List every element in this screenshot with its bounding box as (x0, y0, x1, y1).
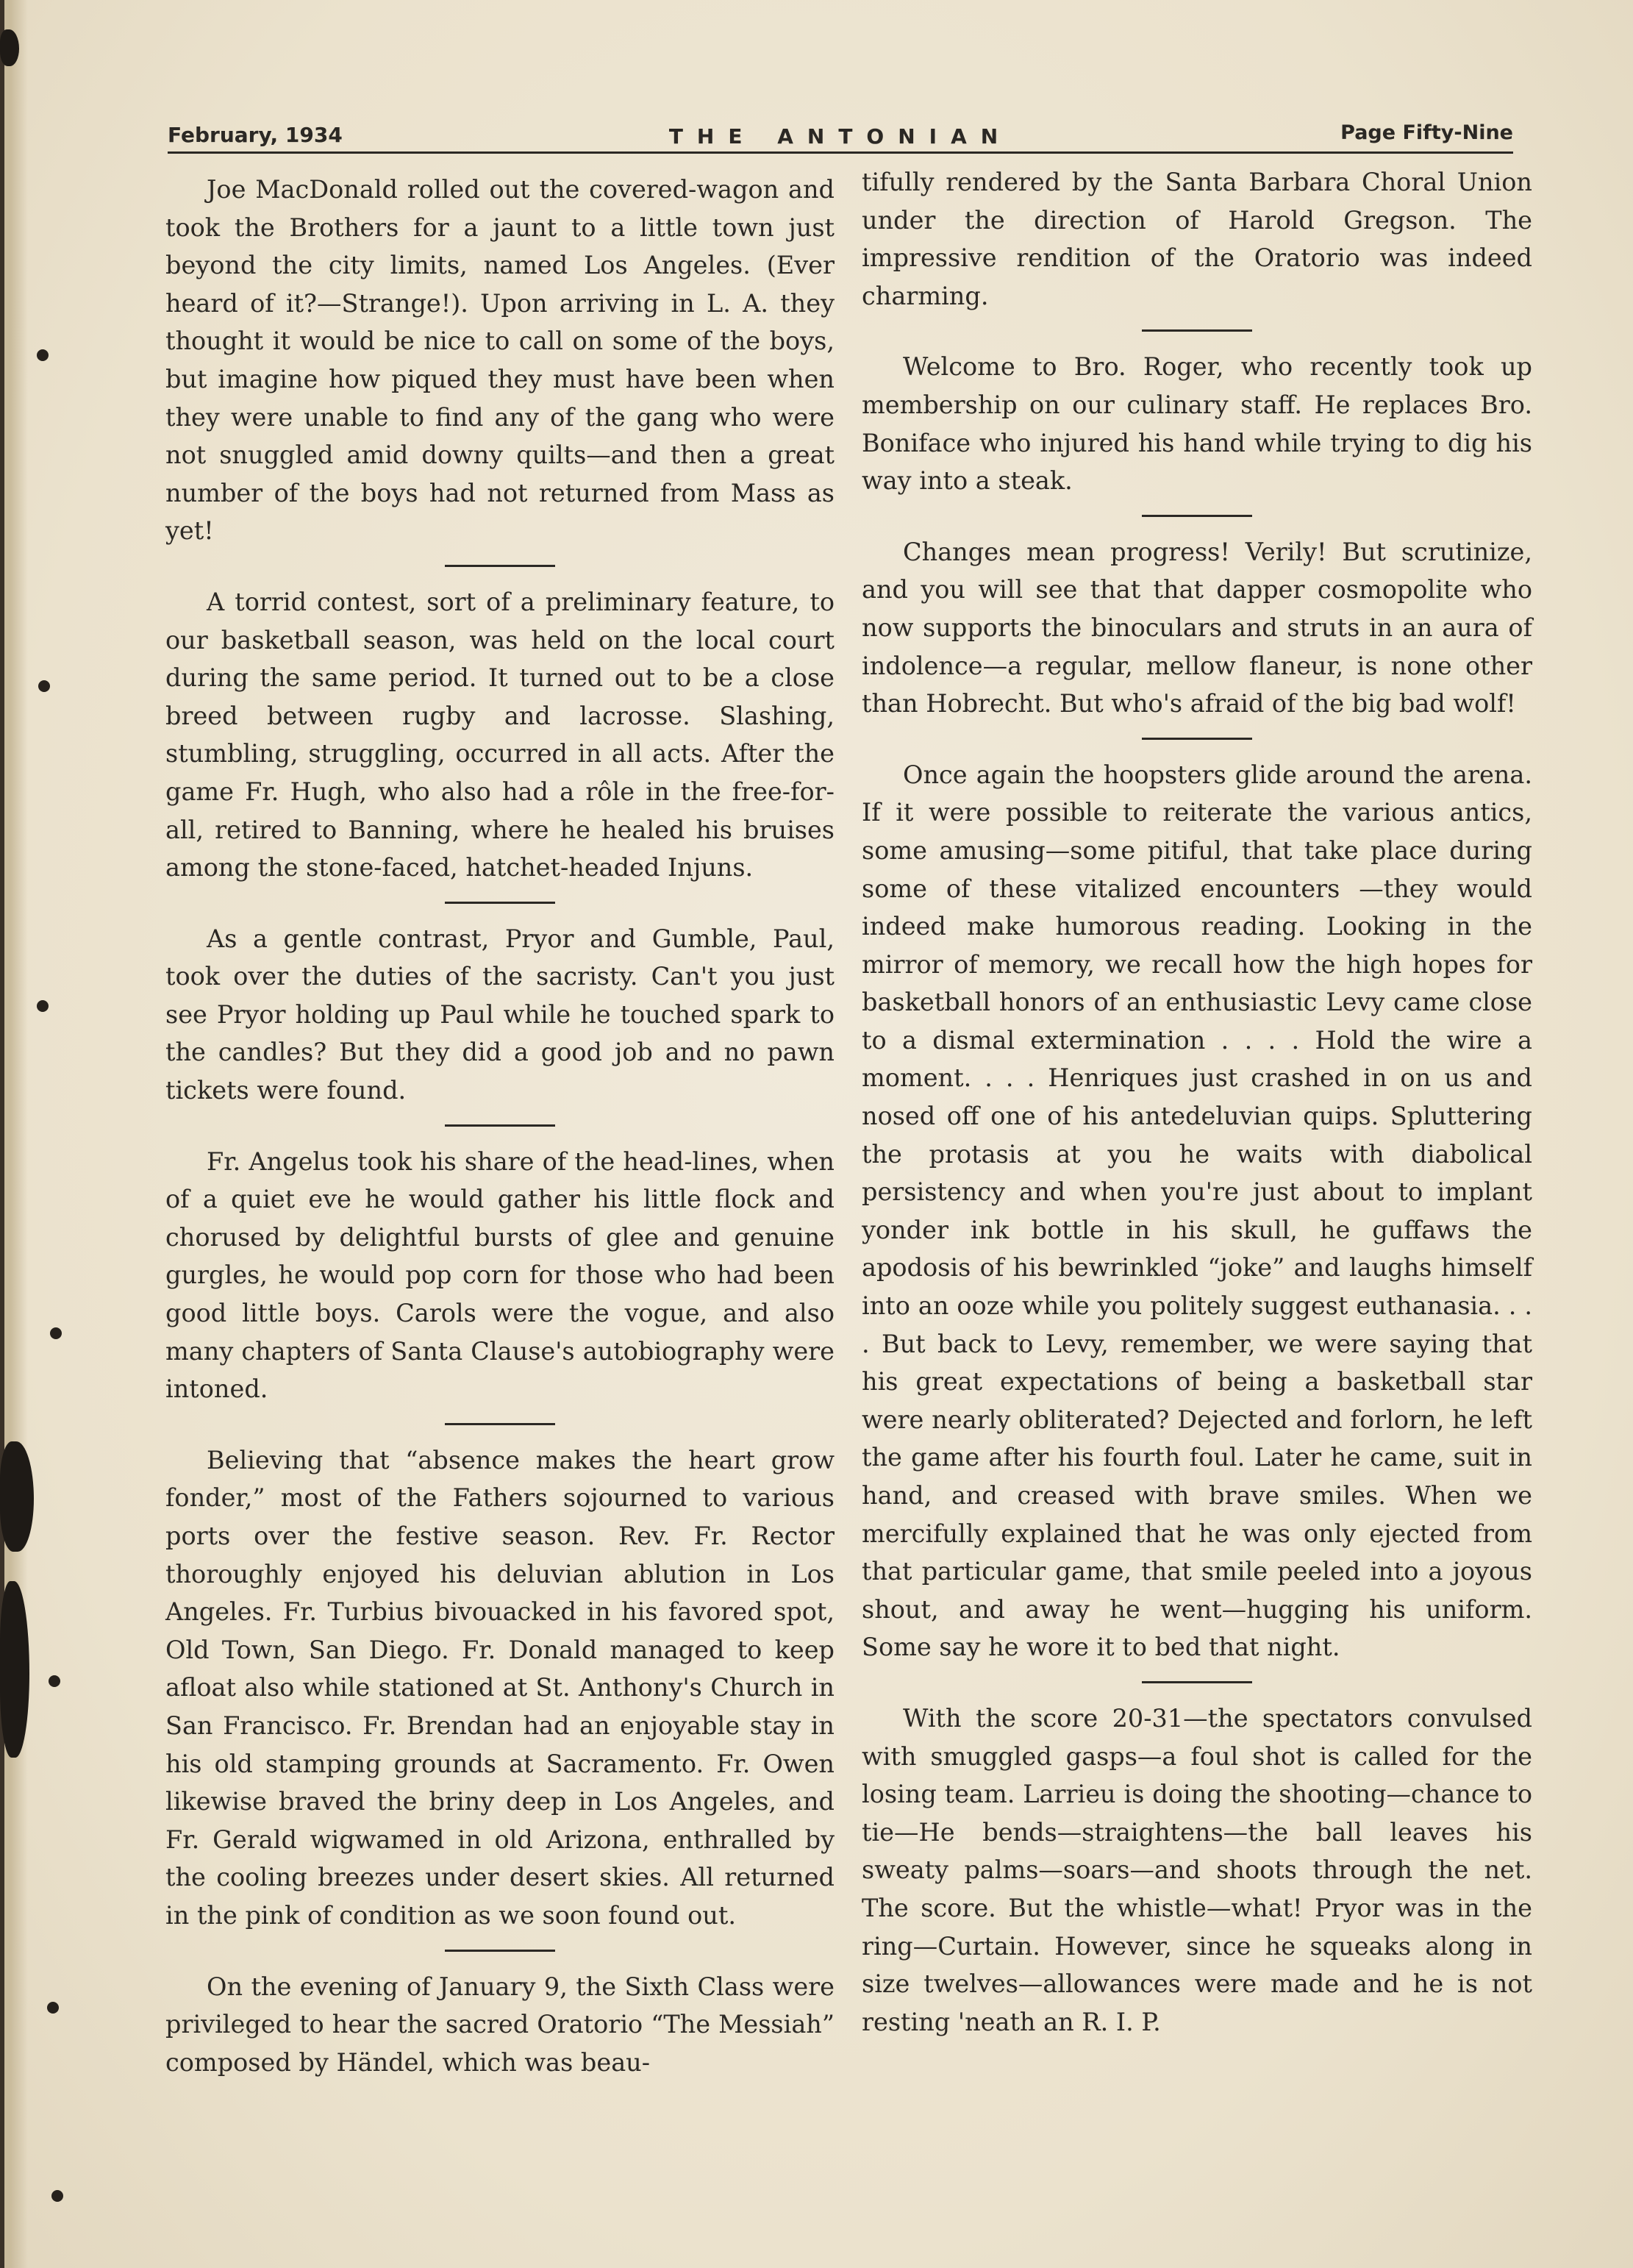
paragraph-continued: tifully rendered by the Santa Barbara Choral Union under the direction of Harold Gregson. The impressive rendition of the Oratorio was indeed charming. (862, 168, 1532, 310)
binding-hole (37, 1000, 49, 1012)
page-number: Page Fifty-Nine (1340, 121, 1513, 144)
paragraph: Believing that “absence makes the heart grow fonder,” most of the Fathers sojourned to various ports over the festive season. Rev. Fr. Rector thoroughly enjoyed his deluvian ablution in Los Angeles. Fr. Turbius bivouacked in his favored spot, Old Town, San Diego. Fr. Donald managed to keep afloat also while stationed at St. Anthony's Church in San Francisco. Fr. Brendan had an enjoyable stay in his old stamping grounds at Sacramento. Fr. Owen likewise braved the briny deep in Los Angeles, and Fr. Gerald wigwamed in old Arizona, enthralled by the cooling breezes under desert skies. All returned in the pink of condition as we soon found out. (165, 1445, 835, 1930)
section-divider (445, 1950, 555, 1952)
paragraph: With the score 20-31—the spectators convulsed with smuggled gasps—a foul shot is called for the losing team. Larrieu is doing the shooting—chance to tie—He bends—straightens—the ball leaves his sweaty palms—soars—and shoots through the net. The score. But the whistle—what! Pryor was in the ring—Curtain. However, since he squeaks along in size twelves—allowances were made and he is not resting 'neath an R. I. P. (862, 1703, 1532, 2036)
section-divider (445, 1124, 555, 1127)
binding-hole (51, 2190, 63, 2202)
right-column (862, 163, 1532, 2041)
binding-hole (47, 2002, 59, 2014)
issue-date: February, 1934 (168, 123, 343, 147)
paragraph: Fr. Angelus took his share of the head-lines, when of a quiet eve he would gather his little flock and chorused by delightful bursts of glee and genuine gurgles, he would pop corn for those who had been good little boys. Carols were the vogue, and also many chapters of Santa Clause's autobiography were intoned. (165, 1147, 835, 1404)
section-divider (1142, 1681, 1252, 1683)
burn-mark (0, 29, 19, 66)
section-divider (1142, 515, 1252, 517)
section-divider (445, 565, 555, 567)
paragraph: A torrid contest, sort of a preliminary feature, to our basketball season, was held on the local court during the same period. It turned out to be a close breed between rugby and lacrosse. Slashing, stumbling, struggling, occurred in all acts. After the game Fr. Hugh, who also had a rôle in the free-for-all, retired to Banning, where he healed his bruises among the stone-faced, hatchet-headed Injuns. (165, 587, 835, 882)
paragraph: On the evening of January 9, the Sixth Class were privileged to hear the sacred Oratorio “The Messiah” composed by Händel, which was beau- (165, 1972, 835, 2077)
section-divider (1142, 738, 1252, 740)
section-divider (445, 902, 555, 904)
binding-hole (50, 1327, 62, 1339)
binding-hole (38, 680, 50, 692)
burn-mark (0, 1441, 34, 1552)
paragraph: Changes mean progress! Verily! But scrutinize, and you will see that that dapper cosmopolite who now supports the binoculars and struts in an aura of indolence—a regular, mellow flaneur, is none other than Hobrecht. But who's afraid of the big bad wolf! (862, 537, 1532, 718)
paragraph: Once again the hoopsters glide around the arena. If it were possible to reiterate the various antics, some amusing—some pitiful, that take place during some of these vitalized encounters —they would indeed make humorous reading. Looking in the mirror of memory, we recall how the high hopes for basketball honors of an enthusiastic Levy came close to a dismal extermination . . . . Hold the wire a moment. . . . Henriques just crashed in on us and nosed off one of his antedeluvian quips. Spluttering the protasis at you he waits with diabolical persistency and when you're just about to implant yonder ink bottle in his skull, he guffaws the apodosis of his bewrinkled “joke” and laughs himself into an ooze while you politely suggest euthanasia. . . . But back to Levy, remember, we were saying that his great expectations of being a basketball star were nearly obliterated? Dejected and forlorn, he left the game after his fourth foul. Later he came, suit in hand, and creased with brave smiles. When we mercifully explained that he was only ejected from that particular game, that smile peeled into a joyous shout, and away he went—hugging his uniform. Some say he wore it to bed that night. (862, 760, 1532, 1662)
section-divider (1142, 329, 1252, 332)
paragraph: Welcome to Bro. Roger, who recently took up membership on our culinary staff. He replaces Bro. Boniface who injured his hand while trying to dig his way into a steak. (862, 352, 1532, 496)
binding-hole (37, 349, 49, 361)
section-divider (445, 1423, 555, 1425)
paragraph: Joe MacDonald rolled out the covered-wagon and took the Brothers for a jaunt to a little town just beyond the city limits, named Los Angeles. (Ever heard of it?—Strange!). Upon arriving in L. A. they thought it would be nice to call on some of the boys, but imagine how piqued they must have been when they were unable to find any of the gang who were not snuggled amid downy quilts—and then a great number of the boys had not returned from Mass as yet! (165, 175, 835, 546)
page-header (168, 112, 1513, 154)
paragraph: As a gentle contrast, Pryor and Gumble, Paul, took over the duties of the sacristy. Can't you just see Pryor holding up Paul while he touched spark to the candles? But they did a good job and no pawn tickets were found. (165, 924, 835, 1105)
worn-page-edge (0, 0, 28, 2268)
binding-hole (49, 1675, 60, 1687)
publication-title: THE ANTONIAN (668, 124, 1012, 149)
left-column (165, 171, 835, 2081)
